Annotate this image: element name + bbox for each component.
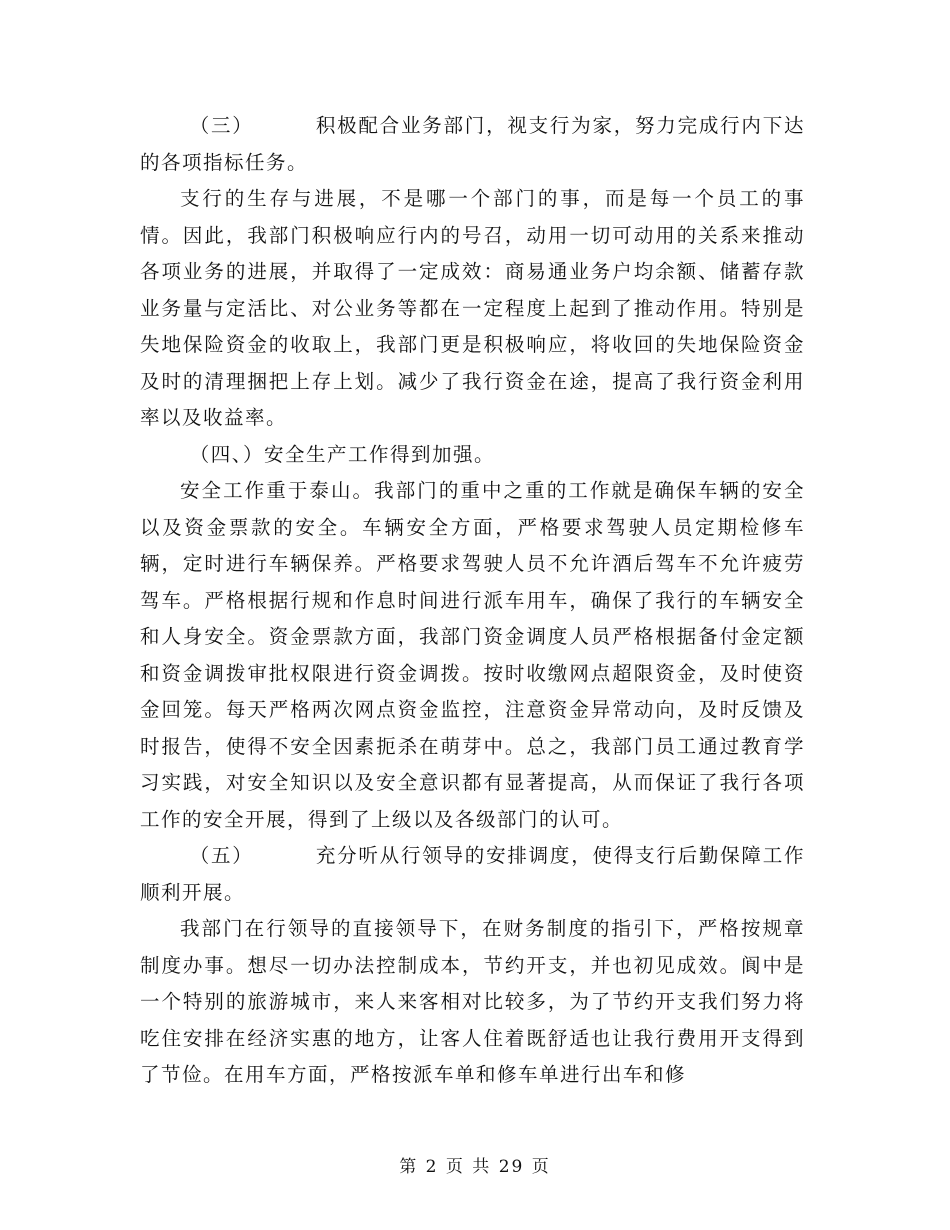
section-heading-4: （四、）安全生产工作得到加强。 [189, 442, 495, 466]
document-body [140, 108, 805, 1094]
section-number-5: （五） [189, 844, 254, 867]
section-title-3: 积极配合业务部门，视支行为家，努力完成行内下达的各项指标任务。 [140, 114, 805, 174]
body-paragraph-5: 我部门在行领导的直接领导下，在财务制度的指引下，严格按规章制度办事。想尽一切办法控制成本，节约开支，并也初见成效。阆中是一个特别的旅游城市，来人来客相对比较多，为了节约开支我们努力将吃住安排在经济实惠的地方，让客人住着既舒适也让我行费用开支得到了节俭。在用车方面，严格按派车单和修车单进行出车和修 [140, 917, 805, 1086]
body-paragraph-3: 支行的生存与进展，不是哪一个部门的事，而是每一个员工的事情。因此，我部门积极响应行内的号召，动用一切可动用的关系来推动各项业务的进展，并取得了一定成效：商易通业务户均余额、储蓄存款业务量与定活比、对公业务等都在一定程度上起到了推动作用。特别是失地保险资金的收取上，我部门更是积极响应，将收回的失地保险资金及时的清理捆把上存上划。减少了我行资金在途，提高了我行资金利用率以及收益率。 [140, 187, 805, 429]
body-paragraph-4: 安全工作重于泰山。我部门的重中之重的工作就是确保车辆的安全以及资金票款的安全。车辆安全方面，严格要求驾驶人员定期检修车辆，定时进行车辆保养。严格要求驾驶人员不允许酒后驾车不允许疲劳驾车。严格根据行规和作息时间进行派车用车，确保了我行的车辆安全和人身安全。资金票款方面，我部门资金调度人员严格根据备付金定额和资金调拨审批权限进行资金调拨。按时收缴网点超限资金，及时使资金回笼。每天严格两次网点资金监控，注意资金异常动向，及时反馈及时报告，使得不安全因素扼杀在萌芽中。总之，我部门员工通过教育学习实践，对安全知识以及安全意识都有显著提高，从而保证了我行各项工作的安全开展，得到了上级以及各级部门的认可。 [140, 479, 805, 831]
section-heading-5 [140, 838, 805, 911]
section-heading-3 [140, 108, 805, 181]
section-title-5: 充分听从行领导的安排调度，使得支行后勤保障工作顺利开展。 [140, 844, 805, 904]
section-number-3: （三） [189, 114, 254, 137]
page-number: 第 2 页 共 29 页 [399, 1157, 551, 1177]
